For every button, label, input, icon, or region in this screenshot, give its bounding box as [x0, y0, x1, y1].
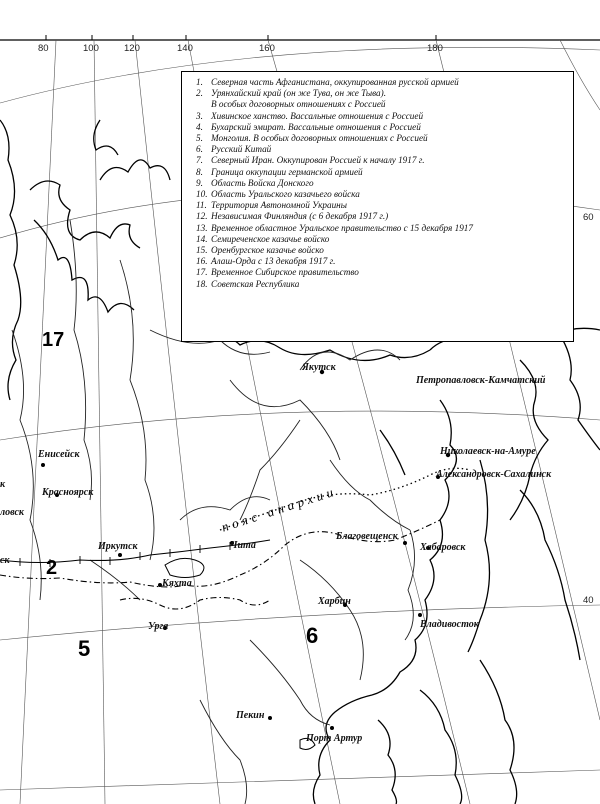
- latitude-tick: 40: [583, 595, 594, 606]
- legend-item-number: 4.: [196, 121, 203, 132]
- legend-item-text: Северный Иран. Оккупирован Россией к началу 1917 г.: [211, 155, 425, 166]
- legend-item: [196, 178, 567, 189]
- legend-item-text: Советская Республика: [211, 278, 300, 289]
- legend-item-number: 8.: [196, 166, 203, 177]
- place-kharbin: Харбин: [318, 596, 351, 607]
- legend-item: [196, 167, 567, 178]
- legend-item-text: Временное областное Уральское правительство с 15 декабря 1917: [211, 222, 473, 233]
- legend-item-text: Оренбургское казачье войско: [211, 245, 324, 256]
- tick-marks: [46, 35, 436, 40]
- legend-item-text: Русский Китай: [211, 144, 272, 155]
- anarchy-belt-label: пояс анархии: [219, 483, 339, 535]
- place-kyakhta: Кяхта: [162, 578, 192, 589]
- longitude-tick: 120: [124, 43, 140, 54]
- legend-item-number: 10.: [196, 189, 208, 200]
- map-legend: [181, 71, 574, 342]
- region-number-17: 17: [42, 329, 65, 351]
- legend-item-number: 12.: [196, 211, 208, 222]
- place-urga: Урга: [148, 621, 169, 632]
- legend-item: [196, 223, 567, 234]
- legend-item-number: 15.: [196, 245, 208, 256]
- legend-item-number: 1.: [196, 77, 203, 87]
- place-pekin: Пекин: [236, 710, 265, 721]
- legend-item-text: Бухарский эмират. Вассальные отношения с Россией: [211, 121, 421, 132]
- longitude-tick: 80: [38, 43, 49, 54]
- legend-list: [196, 77, 567, 290]
- legend-item-text: Область Войска Донского: [211, 177, 314, 188]
- legend-item-number: 14.: [196, 233, 208, 244]
- legend-item-text: Хивинское ханство. Вассальные отношения с Россией: [211, 110, 424, 121]
- legend-item-text: Независимая Финляндия (с 6 декабря 1917 г.): [211, 211, 389, 222]
- longitude-tick: 140: [177, 43, 193, 54]
- legend-item-number: 9.: [196, 177, 203, 188]
- legend-item-number: 2.: [196, 88, 203, 99]
- place-krasnoyarsk: Красноярск: [42, 487, 94, 498]
- legend-item-number: 6.: [196, 144, 203, 155]
- place-blagoveshchensk: Благовещенск: [336, 531, 398, 542]
- legend-item: [196, 155, 567, 166]
- legend-item-continuation: [196, 99, 567, 110]
- legend-item: [196, 279, 567, 290]
- legend-item-number: 11.: [196, 200, 207, 211]
- legend-item-text: Семиреченское казачье войско: [211, 233, 330, 244]
- place-nikolaevsk: Николаевск-на-Амуре: [440, 446, 536, 457]
- place-vladivostok: Владивосток: [420, 619, 479, 630]
- legend-item-text: Урянхайский край (он же Тува, он же Тыва).: [211, 88, 387, 99]
- place-khabarovsk: Хабаровск: [420, 542, 466, 553]
- latitude-tick: 60: [583, 212, 594, 223]
- legend-item-number: 16.: [196, 256, 208, 267]
- legend-item-number: 18.: [196, 278, 208, 289]
- legend-item-text: Монголия. В особых договорных отношениях с Россией: [211, 133, 428, 144]
- legend-item: [196, 234, 567, 245]
- place-aleksandrovsk: Александровск-Сахалинск: [436, 469, 552, 480]
- legend-item-text: Территория Автономной Украины: [211, 200, 347, 211]
- legend-item-number: 13.: [196, 222, 208, 233]
- legend-item: [196, 77, 567, 88]
- place-yakutsk: Якутск: [302, 362, 336, 373]
- legend-item: [196, 144, 567, 155]
- place-edge-sk: ск: [0, 555, 10, 566]
- legend-item-number: 17.: [196, 267, 208, 278]
- legend-item: [196, 200, 567, 211]
- legend-item-text: Область Уральского казачьего войска: [211, 189, 360, 200]
- legend-item-text: Северная часть Афганистана, оккупированная русской армией: [211, 77, 459, 87]
- place-eniseisk: Енисейск: [38, 449, 80, 460]
- place-chita: Чита: [230, 540, 256, 551]
- legend-item-text: Граница оккупации германской армией: [211, 166, 363, 177]
- longitude-tick: 160: [259, 43, 275, 54]
- legend-item: [196, 267, 567, 278]
- legend-item: [196, 211, 567, 222]
- legend-item-text: В особых договорных отношениях с Россией: [211, 99, 386, 110]
- legend-item-number: 7.: [196, 155, 203, 166]
- legend-item: [196, 88, 567, 99]
- legend-item: [196, 256, 567, 267]
- longitude-tick: 100: [83, 43, 99, 54]
- region-number-2: 2: [46, 557, 58, 579]
- place-irkutsk: Иркутск: [98, 541, 138, 552]
- legend-item-number: 3.: [196, 110, 203, 121]
- place-edge-k: к: [0, 479, 6, 490]
- legend-item-text: Временное Сибирское правительство: [211, 267, 359, 278]
- longitude-tick: 180: [427, 43, 443, 54]
- region-number-6: 6: [306, 623, 319, 648]
- place-petropavlovsk: Петропавловск-Камчатский: [416, 375, 546, 386]
- legend-item: [196, 189, 567, 200]
- legend-item-number: 5.: [196, 133, 203, 144]
- legend-item: [196, 245, 567, 256]
- legend-item-text: Алаш-Орда с 13 декабря 1917 г.: [211, 256, 336, 267]
- legend-item: [196, 111, 567, 122]
- legend-item: [196, 133, 567, 144]
- legend-item: [196, 122, 567, 133]
- place-edge-lovsk: ловск: [0, 507, 24, 518]
- region-number-5: 5: [78, 636, 91, 661]
- place-port-artur: Порт Артур: [306, 733, 363, 744]
